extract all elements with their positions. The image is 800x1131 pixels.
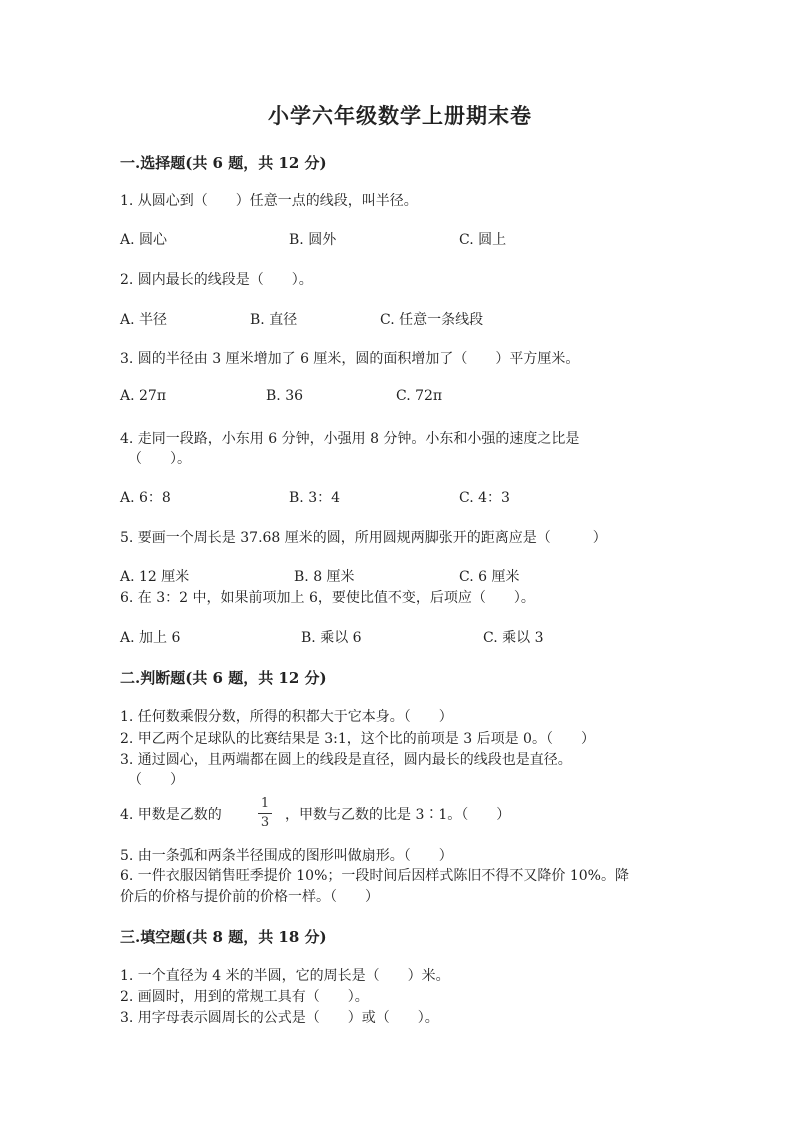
option-a: A. 12 厘米 xyxy=(120,569,190,585)
option-a: A. 圆心 xyxy=(120,232,168,248)
question-text: 2. 画圆时，用到的常规工具有（ ）。 xyxy=(120,989,369,1005)
option-c: C. 任意一条线段 xyxy=(380,312,484,328)
question-text: 4. 走同一段路，小东用 6 分钟，小强用 8 分钟。小东和小强的速度之比是 xyxy=(120,431,580,447)
option-c: C. 4：3 xyxy=(459,490,510,506)
question-text-continued: 价后的价格与提价前的价格一样。（ ） xyxy=(120,889,379,905)
question-text: 2. 圆内最长的线段是（ ）。 xyxy=(120,272,313,288)
option-b: B. 3：4 xyxy=(289,490,341,506)
question-text: 4. 甲数是乙数的 xyxy=(120,807,222,823)
question-text: 3. 用字母表示圆周长的公式是（ ）或（ ）。 xyxy=(120,1010,439,1026)
page-title: 小学六年级数学上册期末卷 xyxy=(268,103,532,128)
question-text: 3. 通过圆心，且两端都在圆上的线段是直径，圆内最长的线段也是直径。 xyxy=(120,752,572,768)
option-b: B. 圆外 xyxy=(289,232,337,248)
option-a: A. 半径 xyxy=(120,312,168,328)
question-text: 3. 圆的半径由 3 厘米增加了 6 厘米，圆的面积增加了（ ）平方厘米。 xyxy=(120,351,580,367)
option-b: B. 乘以 6 xyxy=(301,630,362,646)
option-b: B. 8 厘米 xyxy=(294,569,355,585)
option-c: C. 72π xyxy=(396,388,443,404)
fraction-denominator: 3 xyxy=(260,815,270,830)
question-text: 1. 从圆心到（ ）任意一点的线段，叫半径。 xyxy=(120,193,418,209)
question-text: 5. 由一条弧和两条半径围成的图形叫做扇形。（ ） xyxy=(120,848,453,864)
question-text: 2. 甲乙两个足球队的比赛结果是 3:1，这个比的前项是 3 后项是 0。（ ） xyxy=(120,731,595,747)
option-c: C. 圆上 xyxy=(459,232,507,248)
question-text: 6. 一件衣服因销售旺季提价 10%；一段时间后因样式陈旧不得不又降价 10%。降 xyxy=(120,868,629,884)
section-heading: 二.判断题(共 6 题，共 12 分) xyxy=(120,669,327,687)
option-b: B. 直径 xyxy=(250,312,298,328)
option-c: C. 6 厘米 xyxy=(459,569,520,585)
fraction-numerator: 1 xyxy=(260,796,270,811)
option-a: A. 27π xyxy=(120,388,167,404)
question-text: 1. 任何数乘假分数，所得的积都大于它本身。（ ） xyxy=(120,709,453,725)
question-text-continued: （ ）。 xyxy=(128,451,191,467)
option-a: A. 加上 6 xyxy=(120,630,181,646)
fraction-bar xyxy=(258,813,272,814)
question-text: 1. 一个直径为 4 米的半圆，它的周长是（ ）米。 xyxy=(120,968,450,984)
section-heading: 三.填空题(共 8 题，共 18 分) xyxy=(120,928,327,946)
question-text: 6. 在 3：2 中，如果前项加上 6，要使比值不变，后项应（ ）。 xyxy=(120,590,535,606)
option-b: B. 36 xyxy=(266,388,304,404)
fraction-one-third xyxy=(258,797,272,830)
question-text: 5. 要画一个周长是 37.68 厘米的圆，所用圆规两脚张开的距离应是（ ） xyxy=(120,530,607,546)
question-text-continued: （ ） xyxy=(128,772,184,788)
question-text: ，甲数与乙数的比是 3∶1。（ ） xyxy=(285,807,511,823)
section-heading: 一.选择题(共 6 题，共 12 分) xyxy=(120,154,327,172)
option-a: A. 6：8 xyxy=(120,490,171,506)
option-c: C. 乘以 3 xyxy=(483,630,544,646)
